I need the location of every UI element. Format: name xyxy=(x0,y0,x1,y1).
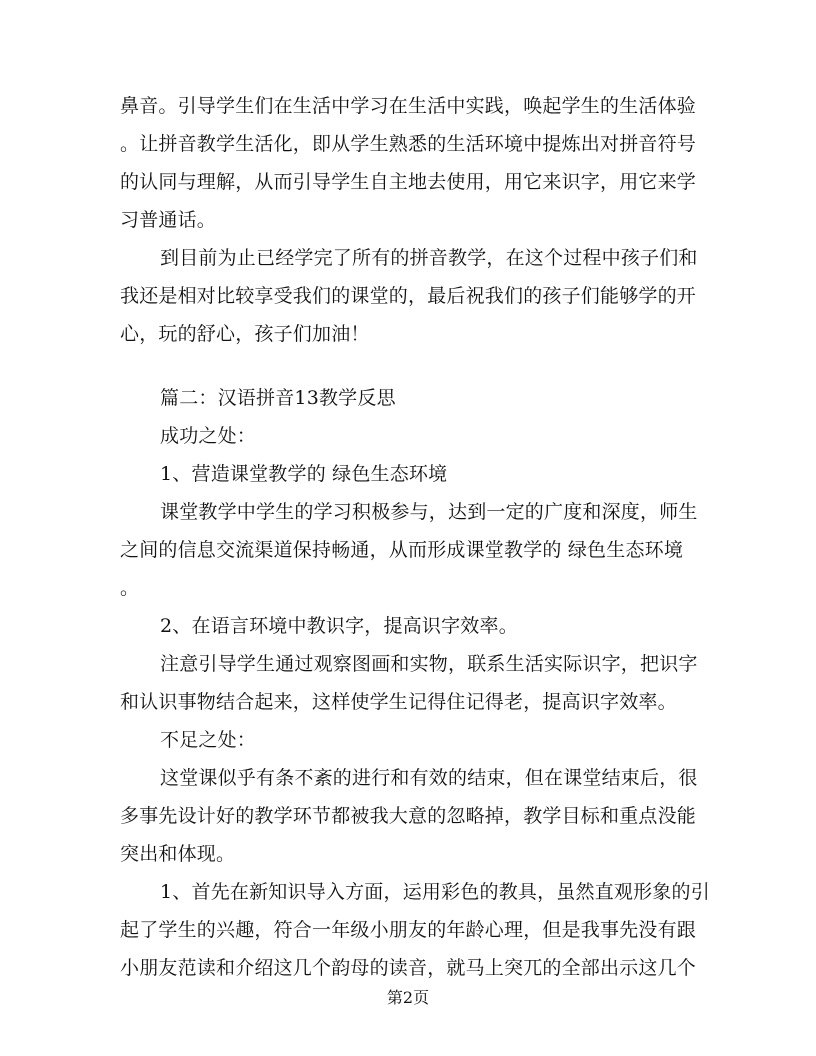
text-line: 习普通话。 xyxy=(120,209,217,231)
page-number: 第2页 xyxy=(386,988,430,1007)
text-line: 突出和体现。 xyxy=(120,843,236,865)
text-line: 鼻音。引导学生们在生活中学习在生活中实践，唤起学生的生活体验 xyxy=(120,95,697,117)
paragraph-line: 这堂课似乎有条不紊的进行和有效的结束，但在课堂结束后，很 xyxy=(160,767,698,789)
text-line: 和认识事物结合起来，这样使学生记得住记得老，提高识字效率。 xyxy=(120,691,677,713)
paragraph-line: 课堂教学中学生的学习积极参与，达到一定的广度和深度，师生 xyxy=(160,501,698,523)
text-line: 多事先设计好的教学环节都被我大意的忽略掉，教学目标和重点没能 xyxy=(120,805,697,827)
section-heading: 篇二：汉语拼音13教学反思 xyxy=(160,387,396,409)
text-line: 小朋友范读和介绍这几个韵母的读音，就马上突兀的全部出示这几个 xyxy=(120,957,697,979)
list-item: 1、营造课堂教学的 绿色生态环境 xyxy=(160,463,448,485)
text-line: 之间的信息交流渠道保持畅通，从而形成课堂教学的 绿色生态环境 xyxy=(120,539,684,561)
text-line: 。 xyxy=(120,577,140,599)
text-line: 起了学生的兴趣，符合一年级小朋友的年龄心理，但是我事先没有跟 xyxy=(120,919,697,941)
subheading: 成功之处： xyxy=(160,425,257,447)
text-line: 心，玩的舒心，孩子们加油！ xyxy=(120,323,370,345)
list-item: 2、在语言环境中教识字，提高识字效率。 xyxy=(160,615,518,637)
text-line: 。让拼音教学生活化，即从学生熟悉的生活环境中提炼出对拼音符号 xyxy=(120,133,697,155)
subheading: 不足之处： xyxy=(160,729,257,751)
paragraph-line: 注意引导学生通过观察图画和实物，联系生活实际识字，把识字 xyxy=(160,653,698,675)
list-item: 1、首先在新知识导入方面，运用彩色的教具，虽然直观形象的引 xyxy=(160,881,710,903)
text-line: 的认同与理解，从而引导学生自主地去使用，用它来识字，用它来学 xyxy=(120,171,697,193)
paragraph-line: 到目前为止已经学完了所有的拼音教学，在这个过程中孩子们和 xyxy=(160,247,698,269)
text-line: 我还是相对比较享受我们的课堂的，最后祝我们的孩子们能够学的开 xyxy=(120,285,697,307)
